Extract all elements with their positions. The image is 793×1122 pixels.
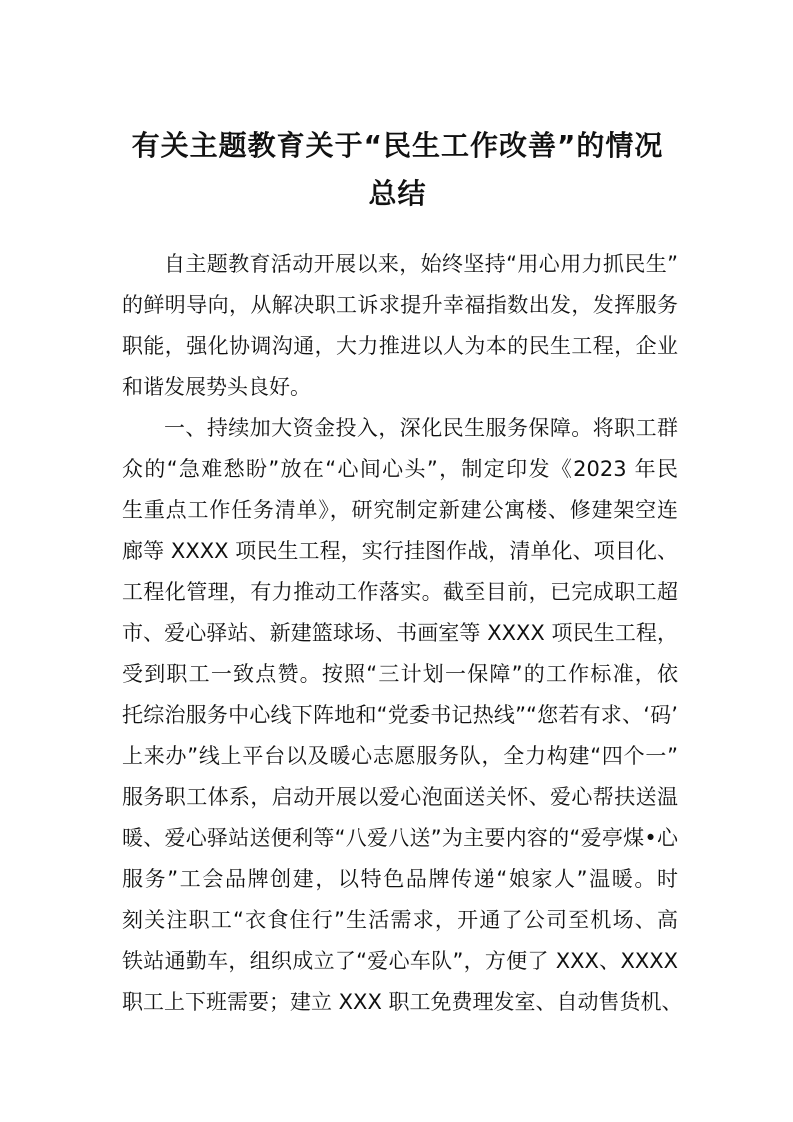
paragraph-2-line-12: 服务”工会品牌创建，以特色品牌传递“娘家人”温暖。时 <box>122 867 678 891</box>
paragraph-2-line-1: 一、持续加大资金投入，深化民生服务保障。将职工群 <box>164 416 678 440</box>
paragraph-1-line-3: 职能，强化协调沟通，大力推进以人为本的民生工程，企业 <box>122 334 678 358</box>
paragraph-2-line-8: 托综治服务中心线下阵地和“党委书记热线”“您若有求、‘码’ <box>122 703 678 727</box>
document-title-line-1: 有关主题教育关于“民生工作改善”的情况 <box>131 129 664 162</box>
paragraph-2-line-13: 刻关注职工“衣食住行”生活需求，开通了公司至机场、高 <box>122 908 678 932</box>
document-title-line-2: 总结 <box>368 177 427 210</box>
paragraph-2-line-6: 市、爱心驿站、新建篮球场、书画室等 XXXX 项民生工程， <box>122 621 678 645</box>
paragraph-1-line-1: 自主题教育活动开展以来，始终坚持“用心用力抓民生” <box>164 252 678 276</box>
paragraph-2-line-2: 众的“急难愁盼”放在“心间心头”，制定印发《2023 年民 <box>122 457 678 481</box>
paragraph-2-line-11: 暖、爱心驿站送便利等“八爱八送”为主要内容的“爱亭煤•心 <box>122 826 678 850</box>
paragraph-2-line-15: 职工上下班需要；建立 XXX 职工免费理发室、自动售货机、 <box>122 990 683 1014</box>
paragraph-2-line-9: 上来办”线上平台以及暖心志愿服务队，全力构建“四个一” <box>122 744 678 768</box>
paragraph-1-line-4: 和谐发展势头良好。 <box>122 375 311 399</box>
paragraph-2-line-14: 铁站通勤车，组织成立了“爱心车队”，方便了 XXX、XXXX <box>122 949 678 973</box>
paragraph-2-line-5: 工程化管理，有力推动工作落实。截至目前，已完成职工超 <box>122 580 678 604</box>
paragraph-2-line-4: 廊等 XXXX 项民生工程，实行挂图作战，清单化、项目化、 <box>122 539 678 563</box>
paragraph-2-line-10: 服务职工体系，启动开展以爱心泡面送关怀、爱心帮扶送温 <box>122 785 678 809</box>
paragraph-2-line-7: 受到职工一致点赞。按照“三计划一保障”的工作标准，依 <box>122 662 678 686</box>
paragraph-1-line-2: 的鲜明导向，从解决职工诉求提升幸福指数出发，发挥服务 <box>122 293 678 317</box>
paragraph-2-line-3: 生重点工作任务清单》，研究制定新建公寓楼、修建架空连 <box>122 498 678 522</box>
